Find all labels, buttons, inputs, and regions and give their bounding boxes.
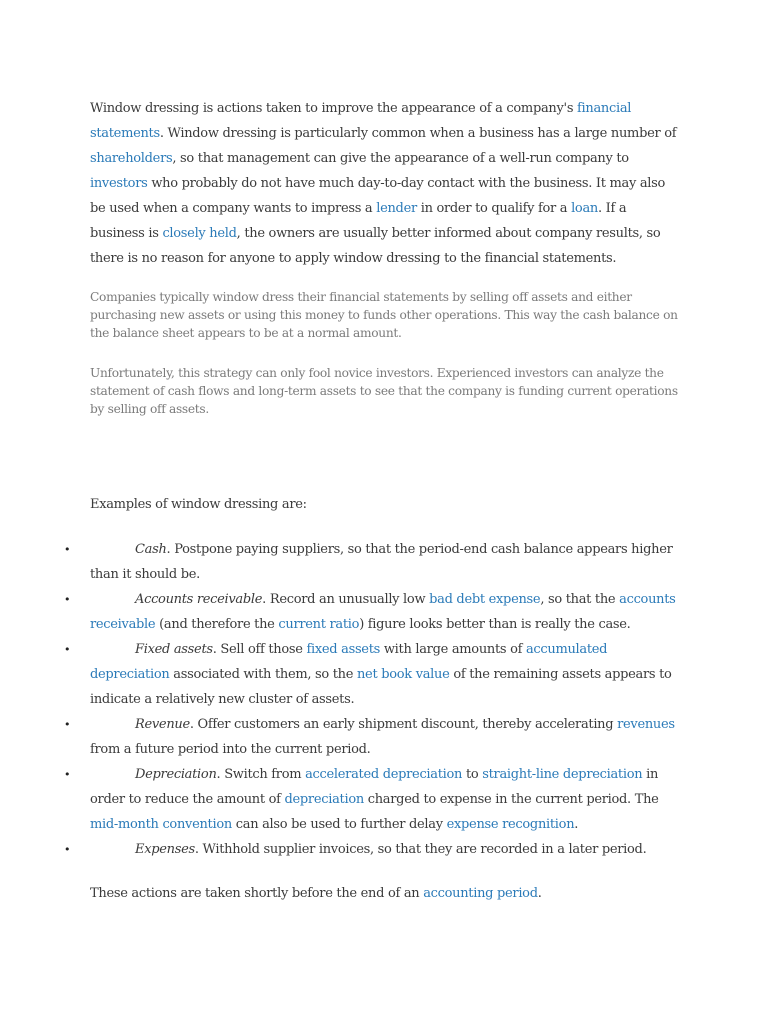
text-run: , the owners are usually better informed about company results, so there is no reason for anyone to apply window dressing to the financial statements.	[90, 226, 661, 266]
text-run: of the remaining assets appears to indicate a relatively new cluster of assets.	[90, 667, 672, 707]
link-accounting-period[interactable]: accounting period	[423, 886, 538, 901]
text-run: . Withhold supplier invoices, so that they are recorded in a later period.	[194, 842, 647, 857]
list-item-expenses	[64, 837, 680, 862]
link-investors[interactable]: investors	[90, 176, 148, 191]
link-lender[interactable]: lender	[376, 201, 417, 216]
text-run: Window dressing is actions taken to improve the appearance of a company's	[90, 101, 578, 116]
text-run: These actions are taken shortly before the end of an	[90, 886, 424, 901]
bullet-icon: •	[64, 643, 71, 656]
text-run: from a future period into the current period.	[90, 742, 371, 757]
text-run: . Switch from	[216, 767, 306, 782]
text-run: . Window dressing is particularly common when a business has a large number of	[159, 126, 677, 141]
text-run: . If a business is	[90, 201, 627, 241]
examples-list	[64, 537, 680, 862]
text-run: associated with them, so the	[169, 667, 357, 682]
text-run: . Offer customers an early shipment discount, thereby accelerating	[189, 717, 618, 732]
text-run: . Record an unusually low	[262, 592, 430, 607]
text-run: can also be used to further delay	[231, 817, 447, 832]
link-closely-held[interactable]: closely held	[162, 226, 237, 241]
intro-paragraph	[90, 96, 680, 271]
link-shareholders[interactable]: shareholders	[90, 151, 173, 166]
gray-paragraph-selling-assets: Companies typically window dress their financial statements by selling off assets and either purchasing new assets or using this money to funds other operations. This way the cash balance on the balance sheet appears to be at a normal amount.	[90, 290, 678, 340]
link-accounts-receivable[interactable]: accounts receivable	[90, 592, 676, 632]
link-expense-recognition[interactable]: expense recognition	[446, 817, 575, 832]
text-run: to	[462, 767, 483, 782]
text-run: , so that management can give the appearance of a well-run company to	[172, 151, 629, 166]
list-item-depreciation	[64, 762, 680, 837]
link-loan[interactable]: loan	[571, 201, 598, 216]
text-run: charged to expense in the current period. The	[363, 792, 659, 807]
bullet-icon: •	[64, 768, 71, 781]
link-accelerated-depreciation[interactable]: accelerated depreciation	[305, 767, 463, 782]
link-accumulated-depreciation[interactable]: accumulated depreciation	[90, 642, 608, 682]
link-bad-debt-expense[interactable]: bad debt expense	[429, 592, 541, 607]
text-run: in order to reduce the amount of	[90, 767, 659, 807]
term-label: Depreciation	[135, 767, 217, 782]
list-item-revenue	[64, 712, 680, 762]
text-run: with large amounts of	[380, 642, 526, 657]
bullet-icon: •	[64, 593, 71, 606]
link-financial-statements[interactable]: financial statements	[90, 101, 632, 141]
term-label: Revenue	[135, 717, 190, 732]
list-item-fixed-assets	[64, 637, 680, 712]
link-fixed-assets[interactable]: fixed assets	[306, 642, 380, 657]
list-item-cash	[64, 537, 680, 587]
bullet-icon: •	[64, 843, 71, 856]
term-label: Cash	[135, 542, 167, 557]
text-run: .	[537, 886, 542, 901]
text-run: ) figure looks better than is really the case.	[359, 617, 631, 632]
text-run: , so that the	[540, 592, 620, 607]
closing-sentence	[90, 881, 542, 906]
term-label: Accounts receivable	[135, 592, 263, 607]
text-run: (and therefore the	[155, 617, 279, 632]
link-revenues[interactable]: revenues	[617, 717, 675, 732]
link-mid-month-convention[interactable]: mid-month convention	[90, 817, 232, 832]
text-run: who probably do not have much day-to-day contact with the business. It may also be used when a company wants to impress a	[90, 176, 666, 216]
term-label: Fixed assets	[135, 642, 213, 657]
bullet-icon: •	[64, 543, 71, 556]
bullet-icon: •	[64, 718, 71, 731]
link-current-ratio[interactable]: current ratio	[278, 617, 360, 632]
examples-intro: Examples of window dressing are:	[90, 497, 307, 512]
gray-paragraph-novice-investors: Unfortunately, this strategy can only fool novice investors. Experienced investors can analyze the statement of cash flows and long-term assets to see that the company is funding current operations by selling off assets.	[90, 366, 678, 416]
term-label: Expenses	[135, 842, 195, 857]
link-straight-line-depreciation[interactable]: straight-line depreciation	[482, 767, 643, 782]
text-run: . Sell off those	[212, 642, 307, 657]
text-run: .	[574, 817, 579, 832]
link-depreciation[interactable]: depreciation	[284, 792, 364, 807]
text-run: in order to qualify for a	[416, 201, 572, 216]
list-item-accounts-receivable	[64, 587, 680, 637]
link-net-book-value[interactable]: net book value	[356, 667, 450, 682]
text-run: . Postpone paying suppliers, so that the period-end cash balance appears higher than it should be.	[90, 542, 673, 582]
